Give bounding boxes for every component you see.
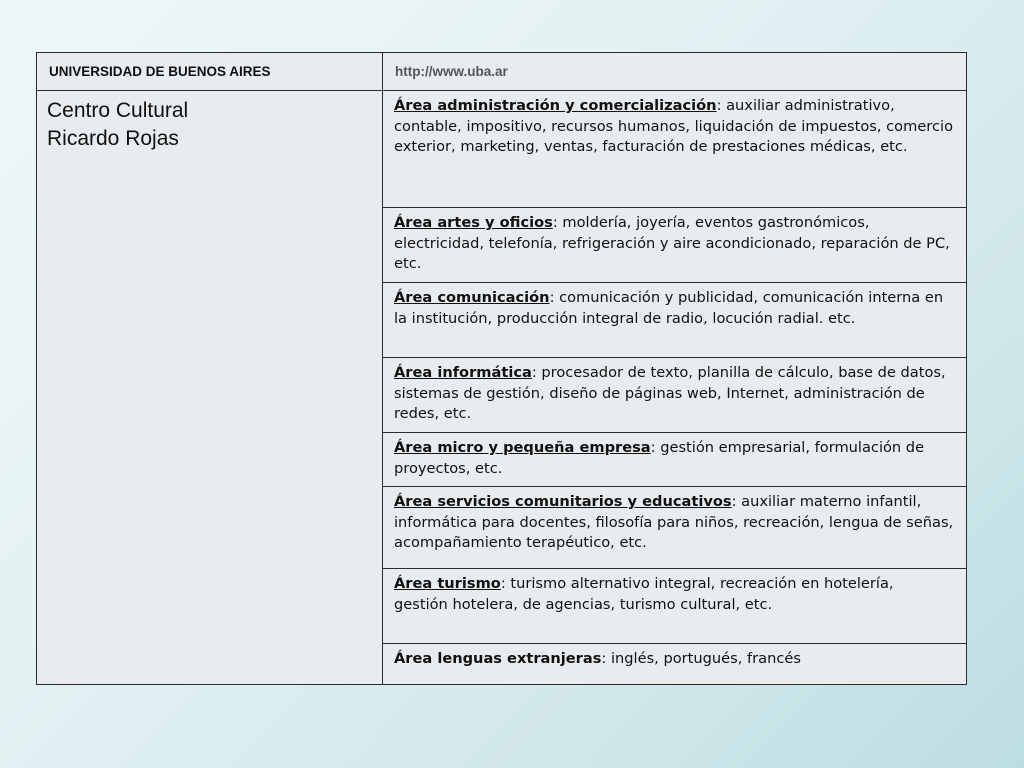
area-cell-administracion (383, 91, 967, 208)
table-row (37, 91, 967, 208)
area-description: : inglés, portugués, francés (601, 650, 801, 667)
area-description-continued: gestión hotelera, de agencias, turismo cultural, etc. (394, 595, 773, 613)
header-row (37, 53, 967, 91)
area-cell-artes-oficios (383, 208, 967, 283)
area-title: Área administración y comercialización (394, 97, 717, 114)
area-description: : turismo alternativo integral, recreación en hotelería, (500, 575, 894, 592)
courses-table (36, 52, 967, 685)
area-cell-informatica (383, 358, 967, 433)
area-description: : gestión empresarial, formulación de proyectos, etc. (394, 439, 925, 477)
area-description: : auxiliar administrativo, contable, impositivo, recursos humanos, liquidación de impuestos, comercio exterior, marketing, ventas, facturación de prestaciones médicas, etc. (394, 97, 953, 155)
courses-table-container (36, 52, 966, 685)
area-cell-lenguas-extranjeras (383, 644, 967, 685)
area-description: : moldería, joyería, eventos gastronómicos, electricidad, telefonía, refrigeración y aire acondicionado, reparación de PC, etc. (394, 214, 950, 272)
center-name-cell (37, 91, 383, 685)
area-title: Área turismo (394, 575, 501, 592)
institution-url-link[interactable]: http://www.uba.ar (383, 53, 967, 91)
area-title: Área lenguas extranjeras (394, 650, 602, 667)
area-description: : procesador de texto, planilla de cálculo, base de datos, sistemas de gestión, diseño de páginas web, Internet, administración de redes, etc. (394, 364, 946, 422)
area-description: : auxiliar materno infantil, informática para docentes, filosofía para niños, recreación, lengua de señas, acompañamiento terapéutico, etc. (394, 493, 954, 551)
area-cell-micro-empresa (383, 433, 967, 487)
area-cell-servicios-comunitarios (383, 487, 967, 569)
area-cell-comunicacion (383, 283, 967, 358)
center-title (37, 91, 382, 153)
area-title: Área artes y oficios (394, 214, 553, 231)
area-title: Área servicios comunitarios y educativos (394, 493, 732, 510)
center-title-line-2: Ricardo Rojas (47, 127, 179, 150)
area-description: : comunicación y publicidad, comunicación interna en la institución, producción integral de radio, locución radial. etc. (394, 289, 944, 327)
area-title: Área micro y pequeña empresa (394, 439, 651, 456)
area-title: Área informática (394, 364, 532, 381)
institution-name: UNIVERSIDAD DE BUENOS AIRES (37, 53, 383, 91)
center-title-line-1: Centro Cultural (47, 99, 189, 122)
area-title: Área comunicación (394, 289, 550, 306)
area-cell-turismo (383, 569, 967, 644)
